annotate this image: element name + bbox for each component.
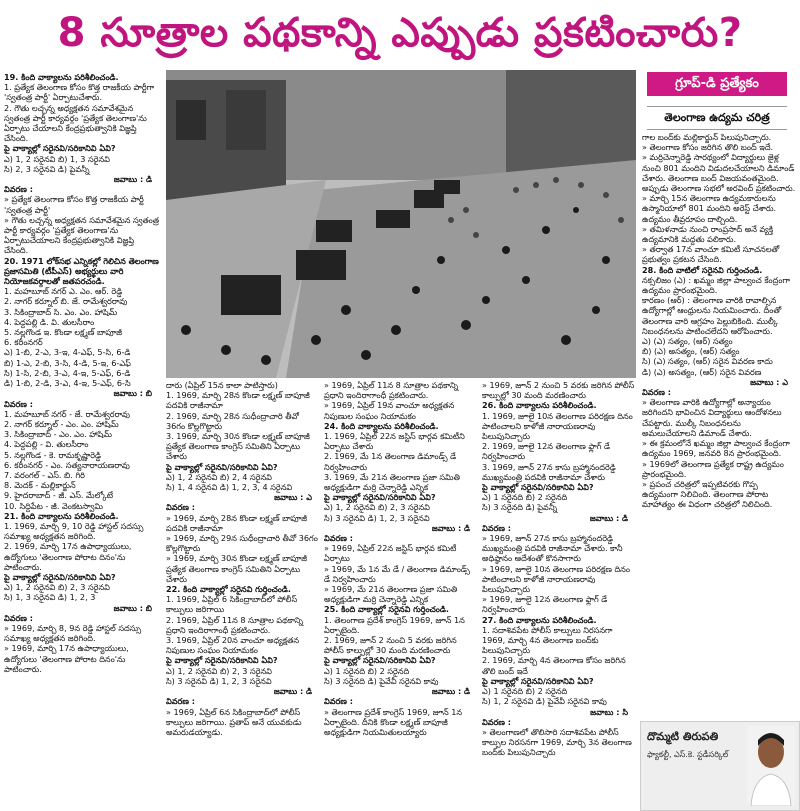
col5-line: » తెలంగాణ వారికి ఉద్యోగాల్లో అన్యాయం జరిగిందని భావించిన విద్యార్థులు ఆందోళనలు చేపట్టారు. ముల్కీ నిబంధనలను అమలుచేయాలని డిమాండ్ చేశారు. — [642, 397, 782, 438]
col4-line: 27. కింది వాక్యాలను పరిశీలించండి. — [482, 614, 597, 625]
col1-line: 1. 1969, మార్చి 9, 10 రెడ్డి హాస్టల్ సదస్సు సమాఖ్య అధ్యక్షతన జరిగింది. — [4, 520, 144, 542]
col2-line: » 1969, మార్చి 29న సుధీంద్రాచారి తీవో 36గం కొల్లగొట్టారు — [166, 533, 318, 554]
col4-line: జవాబు : డి — [589, 512, 628, 523]
col3-line: 2. 1969, మే 1న తెలంగాణ డిమాండ్స్ డే నిర్వహించారు — [324, 451, 457, 472]
column-2 — [166, 380, 320, 808]
col1-line: డి) 1-బి, 2-డి, 3-ఎ, 4-ఇ, 5-ఎఫ్, 6-సి — [4, 378, 131, 389]
col2-line: 2. 1969, ఏప్రిల్ 11న 8 సూత్రాల పథకాన్ని ప్రధాని ఇందిరాగాంధీ ప్రకటించారు. — [166, 614, 304, 635]
col2-line: 2. 1969, మార్చి 28న సుధీంద్రాచారి తీవో 36గం కొల్లగొట్టారు — [166, 410, 299, 431]
col1-line: 5. నల్లగొండ ఇ. కొండా లక్ష్మణ్ బాపూజీ — [4, 327, 122, 338]
col1-line: 20. 1971 లోక్‌సభ ఎన్నికల్లో గెలిచిన తెలంగాణ ప్రజాసమితి (టీపీఎస్) అభ్యర్థులు వారి నియోజకవర్గాలతో జతపరచండి. — [4, 255, 159, 287]
col1-line: 6. కరీంనగర్ — [4, 337, 43, 348]
col5-line: గాల బంద్‌కు మల్లికార్జున్ పిలుపునిచ్చారు. — [642, 132, 772, 142]
col3-line: 2. 1969, జూన్ 2 నుంచి 5 వరకు జరిగిన పోలీస్ కాల్పుల్లో 30 మంది మరణించారు — [324, 635, 457, 656]
col5-line: » మర్రిచెన్నారెడ్డి సారథ్యంలో విద్యార్థులు జైళ్ల నుంచి 801 మందిని విడుదలచేయాలని డిమాండ్ చేశారు. తెలంగాణ బంద్ విజయవంతమైంది. అప్పుడు తెలంగాణ సభలో అరవింద్ ప్రకటించారు. — [642, 152, 796, 194]
col5-line: డి) (ఎ) అసత్యం, (ఆర్) సరైన వివరణ — [642, 366, 762, 377]
section-badge: గ్రూప్-డి ప్రత్యేకం — [647, 72, 787, 96]
col2-line: సి) 1, 4 సరైనవి డి) 1, 2, 3, 4 సరైనవి — [166, 482, 293, 493]
col1-line: » 1969, మార్చి 8, 9న రెడ్డి హాస్టల్ సదస్సు సమాఖ్య అధ్యక్షతన జరిగింది. — [4, 622, 142, 644]
col5-line: సి) (ఎ) సత్యం, (ఆర్) సరైన వివరణ కాదు — [642, 356, 773, 367]
col1-line: 1. ప్రత్యేక తెలంగాణ కోసం కొత్త రాజకీయ పార్టీగా 'స్వతంత్ర పార్టీ' ఏర్పాటుచేశారు. — [4, 82, 155, 103]
col1-line: ఎ) 1, 2 సరైనవి బి) 1, 3 సరైనవి — [4, 153, 110, 164]
col1-line: 2. గౌతు లచ్చన్న అధ్యక్షతన సమావేశమైన స్వతంత్ర పార్టీ కార్యవర్గం 'ప్రత్యేక తెలంగాణ'ను ఏర్పాటు చేయాలని కేంద్రప్రభుత్వానికి విజ్ఞప్తి చేసింది. — [4, 102, 147, 144]
col3-line: వివరణ : — [324, 533, 354, 544]
col3-line: » 1969, మే 1న మే డే / తెలంగాణ డిమాండ్స్ డే నిర్వహించారు — [324, 563, 470, 584]
col3-line: వివరణ : — [324, 696, 354, 707]
col5-line: కారణం (ఆర్) : తెలంగాణ వారికి రావాల్సిన ఉద్యోగాల్లో ఆంధ్రులను నియమించారు. దీంతో తెలంగాణ వారి ఆగ్రహం పెల్లుబికింది. ముల్కీ నిబంధనలను పాటించలేదని ఆరోపించారు. — [642, 295, 782, 336]
col5-line: » మార్చి 15న తెలంగాణ ఉద్యమకారులను ఉస్మానియాలో 801 మందిని అరెస్ట్ చేశారు. ఉద్యమం తీవ్రరూపం దాల్చింది. — [642, 193, 777, 224]
col1-line: వివరణ : — [4, 612, 34, 623]
col4-line: సి) 3 సరైనది డి) పైవన్నీ — [482, 502, 558, 513]
col3-line: 1. తెలంగాణ ప్రదేశ్ కాంగ్రెస్ 1969, జూన్ 1న ఏర్పాటైంది. — [324, 614, 465, 635]
col4-line: ఎ) 1 సరైనది బి) 2 సరైనది — [482, 686, 568, 697]
col4-line: » 1969, జూన్ 2 నుంచి 5 వరకు జరిగిన పోలీస్ కాల్పుల్లో 30 మంది మరణించారు — [482, 380, 635, 401]
col5-line: నక్సలిజం (ఎ) : ఖమ్మం జిల్లా పాల్వంచ కేంద్రంగా ఉద్యమం ప్రారంభమైంది. — [642, 274, 790, 296]
col1-line: 2. నాగర్ కర్నూల్ బి. జే. రామేశ్వరరావు — [4, 296, 128, 307]
col1-line: 4. పెద్దపల్లి డి. వి. తులసీరాం — [4, 316, 95, 327]
col2-line: పై వాక్యాల్లో సరైనవి/సరికానివి ఏవి? — [166, 655, 278, 666]
col1-line: 2. 1969, మార్చి 17న ఉపాధ్యాయులు, ఉద్యోగులు 'తెలంగాణ పోరాట దినం'ను పాటించారు. — [4, 541, 132, 572]
col3-line: » 1969, మే 21న తెలంగాణ ప్రజా సమితి అధ్యక్షుడిగా మర్రి చెన్నారెడ్డి ఎన్నిక — [324, 584, 458, 605]
col3-line: ఎ) 1, 2 సరైనవి బి) 2, 3 సరైనవి — [324, 502, 430, 513]
col1-line: 3. సికింద్రాబాద్ సి. ఎం. ఎం. హాషిమ్ — [4, 306, 118, 317]
col1-line: » గౌతు లచ్చన్న అధ్యక్షతన సమావేశమైన స్వతంత్ర పార్టీ కార్యవర్గం 'ప్రత్యేక తెలంగాణ'ను ఏర్పాటుచేయాలని కేంద్రప్రభుత్వానికి విజ్ఞప్తి చేసింది. — [4, 214, 160, 256]
col4-line: » 1969, జూలై 10న తెలంగాణ పరిరక్షణ దినం పాటించాలని కాళోజీ నారాయణరావు పిలుపునిచ్చారు — [482, 563, 630, 595]
col2-line: ఎ) 1, 2 సరైనవి బి) 2, 3 సరైనవి — [166, 665, 272, 676]
col4-line: వివరణ : — [482, 716, 512, 727]
col3-line: జవాబు : డి — [431, 522, 470, 533]
col5-line: » తర్వాత 17న వాంచూ కమిటీ సూచనలతో ప్రభుత్వం ప్రకటన చేసింది. — [642, 244, 780, 265]
section-subhead: తెలంగాణ ఉద్యమ చరిత్ర — [647, 106, 787, 130]
column-3 — [324, 380, 478, 808]
col5-line: » తెలంగాణ కోసం జరిగిన తొలి బంద్ ఇదే. — [642, 142, 774, 153]
col1-line: బి) 1-ఎ, 2-బి, 3-సి, 4-డి, 5-ఇ, 6-ఎఫ్ — [4, 357, 131, 368]
col5-line: జవాబు : ఎ — [750, 376, 788, 387]
col1-line: » 1969, మార్చి 17న ఉపాధ్యాయులు, ఉద్యోగులు 'తెలంగాణ పోరాట దినం'ను పాటించారు. — [4, 643, 129, 674]
col2-line: జవాబు : ఎ — [274, 492, 312, 503]
col3-line: సి) 3 సరైనది డి) పైవేవీ సరైనవి కావు — [324, 675, 439, 686]
col2-line: 22. కింది వాక్యాల్లో సరైనవి గుర్తించండి. — [166, 584, 291, 595]
col5-line: » ఈ క్రమంలోనే ఖమ్మం జిల్లా పాల్వంచ కేంద్రంగా ఉద్యమం 1969, జనవరి 8న ప్రారంభమైంది. — [642, 438, 790, 459]
col2-line: సి) 3 సరైనవి డి) 1, 2, 3 సరైనవి — [166, 675, 272, 686]
col1-line: జవాబు : డి — [113, 174, 152, 185]
author-box — [640, 721, 800, 811]
col3-line: ఎ) 1 సరైనది బి) 2 సరైనది — [324, 665, 410, 676]
col4-line: పై వాక్యాల్లో సరైనవి/సరికానివి ఏవి? — [482, 675, 594, 686]
col5-line: వివరణ : — [642, 387, 672, 398]
col3-line: పై వాక్యాల్లో సరైనవి/సరికానివి ఏవి? — [324, 655, 436, 666]
author-name: దొమ్మటి తిరుపతి — [647, 730, 719, 743]
col2-line: జవాబు : డి — [273, 686, 312, 697]
col1-line: 3. సికింద్రాబాద్ - ఎం. ఎం. హాషిమ్ — [4, 429, 112, 440]
col2-line: 1. 1969, మార్చి 28న కొండా లక్ష్మణ్ బాపూజీ పదవికి రాజీనామా — [166, 390, 310, 411]
col2-line: 3. 1969, మార్చి 30న కొండా లక్ష్మణ్ బాపూజీ ప్రత్యేక తెలంగాణ కాంగ్రెస్ సమితిని ఏర్పాటు చేశారు — [166, 431, 310, 462]
col1-line: 5. నల్లగొండ - కె. రామకృష్ణారెడ్డి — [4, 449, 102, 460]
col4-line: 3. 1969, జూన్ 27న కాసు బ్రహ్మానందరెడ్డి ముఖ్యమంత్రి పదవికి రాజీనామా చేశారు — [482, 461, 616, 482]
col1-line: సి) 2, 3 సరైనవి డి) పైవన్నీ — [4, 163, 90, 174]
col2-line: » 1969, మార్చి 28న కొండా లక్ష్మణ్ బాపూజీ పదవికి రాజీనామా — [166, 512, 308, 533]
col1-line: 1. మహబూబ్ నగర్ ఎ. ఎం. ఆర్. రెడ్డి — [4, 286, 123, 297]
col4-line: 26. కింది వాక్యాలను పరిశీలించండి. — [482, 400, 597, 411]
col3-line: సి) 3 సరైనవి డి) 1, 2, 3 సరైనవి — [324, 512, 430, 523]
col2-line: ఎ) 1, 2 సరైనవి బి) 2, 4 సరైనవి — [166, 471, 272, 482]
col3-line: 24. కింది వాక్యాలను పరిశీలించండి. — [324, 420, 439, 431]
col2-line: » 1969, మార్చి 30న కొండా లక్ష్మణ్ బాపూజీ ప్రత్యేక తెలంగాణ కాంగ్రెస్ సమితిని ఏర్పాటు చేశారు — [166, 553, 308, 584]
col4-line: ఎ) 1 సరైనది బి) 2 సరైనది — [482, 492, 568, 503]
col2-line: 3. 1969, ఏప్రిల్ 20న వాంచూ అధ్యక్షతన నిపుణుల సంఘం నియామకం — [166, 635, 300, 656]
col2-line: పై వాక్యాల్లో సరైనవి/సరికానివి ఏవి? — [166, 461, 278, 472]
col1-line: పై వాక్యాల్లో సరైనవి/సరికానివి ఏవి? — [4, 571, 116, 582]
col4-line: వివరణ : — [482, 522, 512, 533]
col1-line: 9. హైదరాబాద్ - జీ. ఎస్. మేల్కోటే — [4, 490, 114, 501]
col4-line: » 1969, జూన్ 27న కాసు బ్రహ్మానందరెడ్డి ముఖ్యమంత్రి పదవికి రాజీనామా చేశారు. కానీ అధిష్ఠానం ఆదేశంతో కొనసాగారు — [482, 533, 623, 564]
col1-line: సి) 1-సి, 2-బి, 3-ఎ, 4-ఇ, 5-ఎఫ్, 6-డి — [4, 367, 131, 378]
col1-line: జవాబు : బి — [113, 602, 152, 613]
col4-line: 2. 1969, మార్చి 4న తెలంగాణ కోసం జరిగిన తొలి బంద్ ఇదే — [482, 655, 626, 676]
col3-line: » 1969, ఏప్రిల్ 11న 8 సూత్రాల పథకాన్ని ప్రధాని ఇందిరాగాంధీ ప్రకటించారు. — [324, 380, 459, 401]
col1-line: 2. నాగర్ కర్నూల్ - ఎం. ఎం. హాషిమ్ — [4, 418, 119, 429]
col1-line: 21. కింది వాక్యాలను పరిశీలించండి. — [4, 510, 119, 521]
col1-line: 1. మహబూబ్ నగర్ - జే. రామేశ్వరరావు — [4, 408, 130, 419]
col1-line: » ప్రత్యేక తెలంగాణ కోసం కొత్త రాజకీయ పార్టీ 'స్వతంత్ర పార్టీ' — [4, 194, 144, 215]
col2-line: » 1969, ఏప్రిల్ 6న సికింద్రాబాద్‌లో పోలీస్ కాల్పులు జరిగాయి. ప్రతాప్ అనే యువకుడు అమరుడయ్యాడు. — [166, 706, 302, 737]
col4-line: పై వాక్యాల్లో సరైనవి/సరికానివి ఏవి? — [482, 482, 594, 493]
col5-line: » ప్రపంచ చరిత్రలో ఇప్పటివరకు గొప్ప ఉద్యమంగా నిలిచింది. తెలంగాణ పోరాట మాహాత్యం ఈ విధంగా చరిత్రలో నిలిచింది. — [642, 478, 773, 510]
col1-line: 10. సిద్దిపేట - జీ. వెంకటస్వామి — [4, 500, 103, 511]
col1-line: సి) 1, 3 సరైనవి డి) 1, 2, 3 — [4, 592, 96, 603]
col3-line: 1. 1969, ఏప్రిల్ 22న జస్టిస్ భార్గవ కమిటీని ఏర్పాటు చేశారు — [324, 431, 465, 452]
col2-line: వివరణ : — [166, 696, 196, 707]
col5-line: » తమిళనాడు నుంచి రాంప్రసాద్ అనే వ్యక్తి ఉద్యమానికి మద్దతు పలికారు. — [642, 223, 774, 245]
col1-line: 7. వరంగల్ - ఎస్. బి. గిరి — [4, 469, 85, 480]
col1-line: ఎ) 1, 2 సరైనవి బి) 2, 3 సరైనవి — [4, 582, 110, 593]
column-4 — [482, 380, 636, 808]
col1-line: వివరణ : — [4, 398, 34, 409]
col4-line: 1. సదాశివపేట పోలీస్ కాల్పులు నిరసనగా 1969, మార్చి 4న తెలంగాణ బంద్‌కు పిలుపునిచ్చారు — [482, 624, 613, 656]
col1-line: వివరణ : — [4, 184, 34, 195]
column-5 — [642, 132, 796, 718]
historical-photo — [166, 70, 636, 378]
col3-line: » 1969, ఏప్రిల్ 19న వాంచూ అధ్యక్షతన నిపుణుల సంఘం నియామకం — [324, 400, 455, 421]
author-role: ఫ్యాకల్టీ, ఎస్.కె. స్టడీసర్కిల్ — [647, 750, 729, 759]
col5-line: ఎ) (ఎ) సత్యం, (ఆర్) సత్యం — [642, 336, 733, 347]
col1-line: 6. కరీంనగర్ - ఎం. సత్యనారాయణరావు — [4, 459, 130, 470]
col2-line: 1. 1969, ఏప్రిల్ 6 సికింద్రాబాద్‌లో పోలీస్ కాల్పులు జరిగాయి — [166, 594, 298, 615]
col5-line: » 1969లో తెలంగాణ ప్రత్యేక రాష్ట్ర ఉద్యమం ప్రారంభమైంది. — [642, 458, 784, 479]
col3-line: పై వాక్యాల్లో సరైనవి/సరికానివి ఏవి? — [324, 492, 436, 503]
col3-line: జవాబు : డి — [431, 686, 470, 697]
column-1 — [4, 72, 160, 808]
col3-line: » 1969, ఏప్రిల్ 22న జస్టిస్ భార్గవ కమిటీ ఏర్పాటు — [324, 543, 457, 564]
author-photo — [747, 726, 795, 806]
col3-line: 3. 1969, మే 21న తెలంగాణ ప్రజా సమితి అధ్యక్షుడిగా మర్రి చెన్నారెడ్డి ఎన్నిక — [324, 471, 460, 493]
col3-line: » తెలంగాణ ప్రదేశ్ కాంగ్రెస్ 1969, జూన్ 1న ఏర్పాటైంది. దీనికి కొండా లక్ష్మణ్ బాపూజీ అధ్యక్షుడిగా నియమితులయ్యారు — [324, 706, 463, 737]
col5-line: బి) (ఎ) అసత్యం, (ఆర్) సత్యం — [642, 346, 740, 357]
col1-line: 4. పెద్దపల్లి - వి. తులసీరాం — [4, 439, 89, 450]
col5-line: 28. కింది వాటిలో సరైనవి గుర్తించండి. — [642, 264, 763, 275]
col1-line: జవాబు : బి — [113, 388, 152, 399]
col1-line: 19. కింది వాక్యాలను పరిశీలించండి. — [4, 72, 119, 82]
headline: 8 సూత్రాల పథకాన్ని ఎప్పుడు ప్రకటించారు? — [57, 10, 743, 56]
col4-line: 2. 1969, జూలై 12న తెలంగాణ ఫ్లాగ్ డే నిర్వహించారు — [482, 441, 611, 462]
col4-line: 1. 1969, జూలై 10న తెలంగాణ పరిరక్షణ దినం పాటించాలని కాళోజీ నారాయణరావు పిలుపునిచ్చారు — [482, 410, 633, 442]
col1-line: ఎ) 1-బి, 2-ఎ, 3-ఇ, 4-ఎఫ్, 5-సి, 6-డి — [4, 347, 131, 358]
col4-line: » తెలంగాణలో తొలిసారి సదాశివపేట పోలీస్ కాల్పుల నిరసనగా 1969, మార్చి 3న తెలంగాణ బంద్‌కు పిలుపునిచ్చారు — [482, 726, 632, 758]
col3-line: 25. కింది వాక్యాల్లో సరైనవి గుర్తించండి. — [324, 604, 449, 615]
col4-line: జవాబు : సి — [590, 706, 628, 717]
col4-line: » 1969, జూలై 12న తెలంగాణ ఫ్లాగ్ డే నిర్వహించారు — [482, 594, 608, 615]
col2-line: దారు (ఏప్రిల్ 15న కాలా పాటిస్తారు) — [166, 380, 278, 390]
col4-line: సి) 1, 2 సరైనవి డి) పైవేవీ సరైనవి కావు — [482, 696, 607, 707]
col1-line: పై వాక్యాల్లో సరైనవి/సరికానివి ఏవి? — [4, 143, 116, 154]
col2-line: వివరణ : — [166, 502, 196, 513]
col1-line: 8. మెదక్ - మల్లికార్జున్ — [4, 480, 76, 491]
